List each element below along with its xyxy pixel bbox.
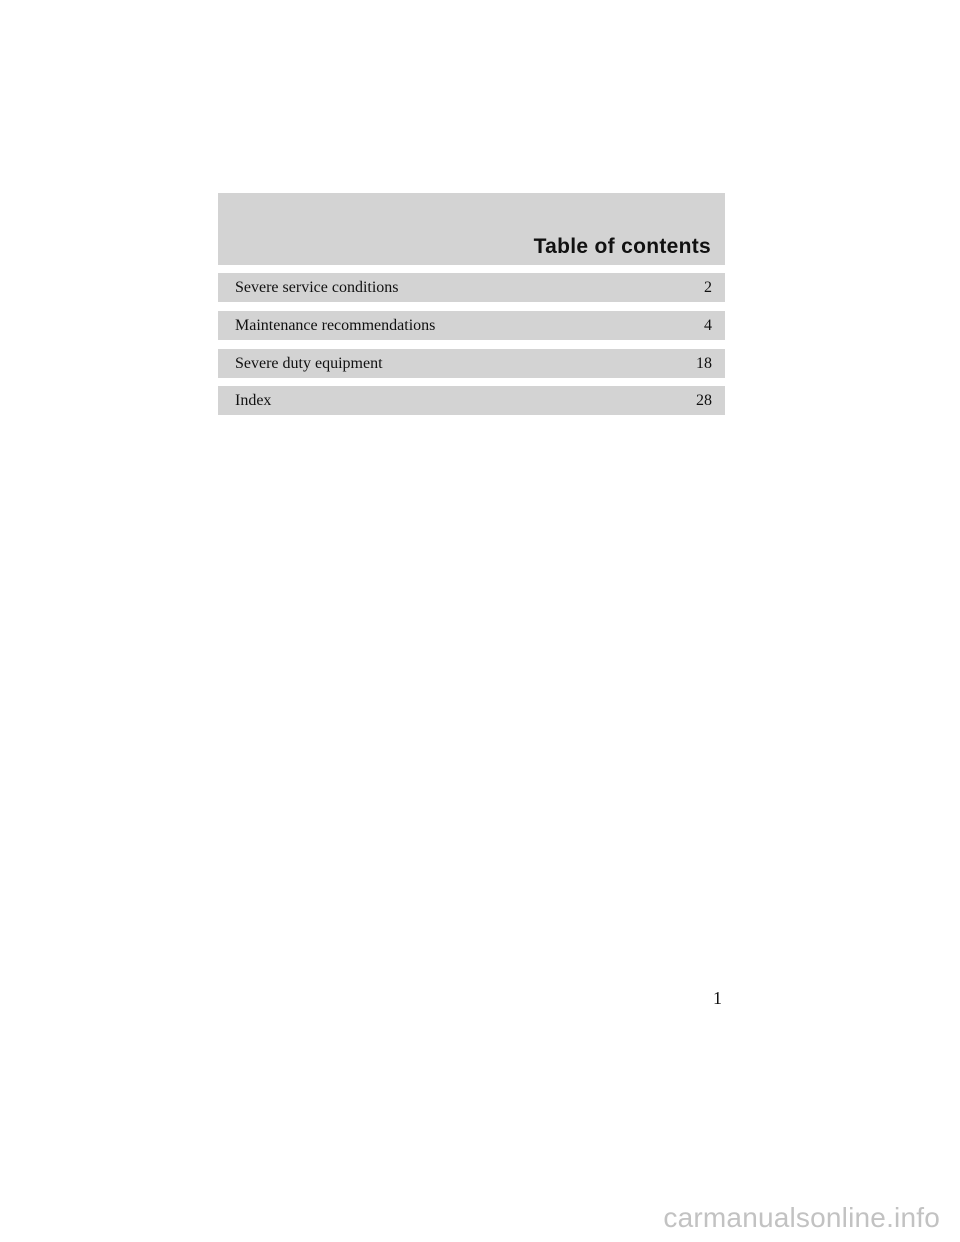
- toc-entry-page: 2: [704, 278, 712, 296]
- toc-entry-severe-service-conditions[interactable]: [218, 273, 725, 302]
- toc-entry-index[interactable]: [218, 386, 725, 415]
- page-number: 1: [713, 988, 722, 1008]
- toc-entry-page: 4: [704, 316, 712, 334]
- toc-entry-severe-duty-equipment[interactable]: [218, 349, 725, 378]
- toc-entry-label: Severe duty equipment: [235, 354, 383, 372]
- watermark-text: carmanualsonline.info: [663, 1202, 940, 1233]
- page-title: Table of contents: [533, 235, 711, 258]
- toc-entry-maintenance-recommendations[interactable]: [218, 311, 725, 340]
- toc-entry-label: Severe service conditions: [235, 278, 399, 296]
- toc-entry-page: 18: [696, 354, 712, 372]
- toc-entry-page: 28: [696, 391, 712, 409]
- toc-entry-label: Index: [235, 391, 272, 409]
- toc-entry-label: Maintenance recommendations: [235, 316, 436, 334]
- toc-header-band: [218, 193, 725, 265]
